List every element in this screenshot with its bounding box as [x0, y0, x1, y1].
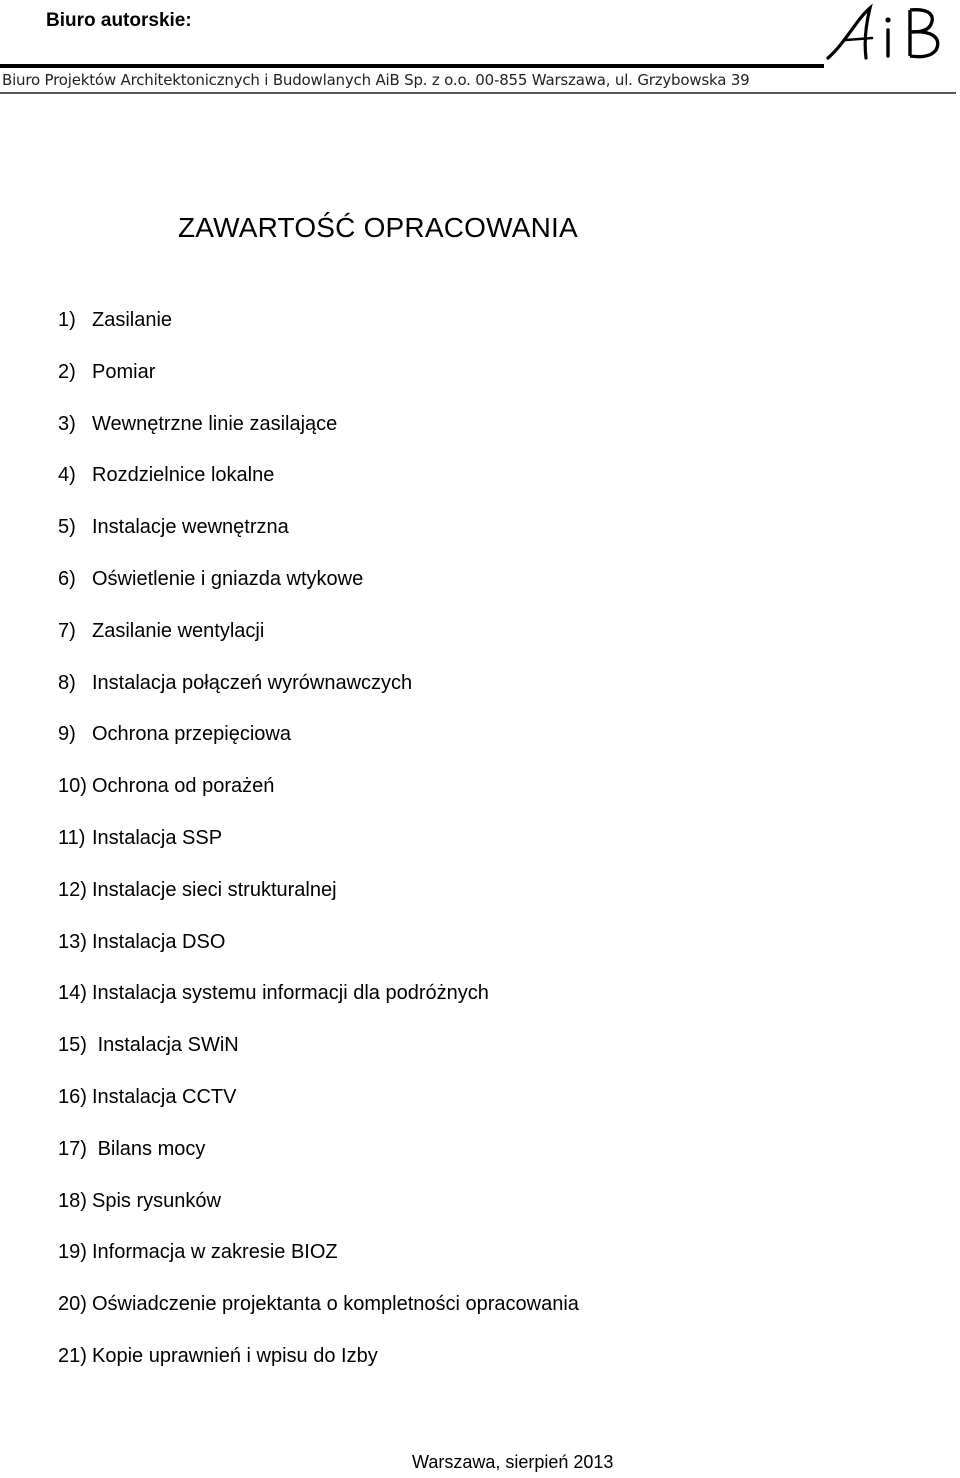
office-label: Biuro autorskie: [46, 10, 192, 31]
toc-item-label: Ochrona przepięciowa [92, 723, 291, 746]
toc-item [58, 1342, 579, 1394]
toc-item-label: Bilans mocy [97, 1137, 206, 1160]
toc-item-number: 8) [58, 671, 76, 694]
toc-item [58, 617, 579, 669]
toc-item [58, 1083, 579, 1135]
toc-item-number: 21) [58, 1344, 87, 1367]
toc-item-number: 11) [58, 826, 86, 849]
toc-item [58, 928, 579, 980]
toc-item [58, 513, 579, 565]
toc-item-number: 4) [58, 464, 76, 487]
toc-item [58, 876, 579, 928]
toc-item-number: 18) [58, 1189, 87, 1212]
toc-item-number: 7) [58, 619, 76, 642]
header-rule [0, 64, 824, 68]
toc-item-number: 13) [58, 930, 87, 953]
toc-item [58, 306, 579, 358]
toc-item-number: 19) [58, 1241, 87, 1264]
toc-item-number: 3) [58, 412, 76, 435]
toc-item [58, 824, 579, 876]
toc-item-number: 17) [58, 1137, 87, 1160]
toc-item [58, 1031, 579, 1083]
toc-item [58, 565, 579, 617]
toc-item-label: Instalacja DSO [92, 930, 226, 953]
toc-item-number: 10) [58, 775, 87, 798]
toc-item-label: Instalacja SWiN [97, 1034, 239, 1057]
toc-item-label: Instalacje sieci strukturalnej [92, 878, 337, 901]
toc-item [58, 358, 579, 410]
toc-item-number: 15) [58, 1034, 87, 1057]
toc-item-label: Informacja w zakresie BIOZ [92, 1241, 338, 1264]
toc-item-number: 1) [58, 309, 76, 331]
toc-item-number: 6) [58, 567, 76, 590]
toc-item [58, 1135, 579, 1187]
toc-item-label: Instalacje wewnętrzna [92, 516, 289, 539]
toc-item [58, 1187, 579, 1239]
toc-item-number: 14) [58, 982, 87, 1005]
toc-item [58, 669, 579, 721]
toc-item-label: Rozdzielnice lokalne [92, 464, 275, 487]
toc-item-label: Instalacja systemu informacji dla podróżnych [92, 982, 489, 1005]
toc-item-label: Zasilanie wentylacji [92, 619, 265, 642]
toc-item-label: Instalacja CCTV [92, 1085, 237, 1108]
toc-item-number: 5) [58, 516, 76, 539]
aib-logo [826, 2, 956, 64]
toc-item-label: Spis rysunków [92, 1189, 221, 1212]
toc-item [58, 720, 579, 772]
toc-item-label: Ochrona od porażeń [92, 775, 275, 798]
toc-item-label: Oświetlenie i gniazda wtykowe [92, 567, 364, 590]
toc-item-label: Pomiar [92, 360, 156, 383]
toc-item-label: Kopie uprawnień i wpisu do Izby [92, 1344, 378, 1367]
toc-item [58, 1290, 579, 1342]
toc-item-number: 2) [58, 360, 76, 383]
toc-item [58, 410, 579, 462]
toc-item-number: 20) [58, 1293, 87, 1316]
toc-item-number: 9) [58, 723, 76, 746]
toc-item-label: Oświadczenie projektanta o kompletności opracowania [92, 1293, 579, 1316]
toc-item [58, 772, 579, 824]
toc-item-number: 12) [58, 878, 87, 901]
toc-item-label: Wewnętrzne linie zasilające [92, 412, 338, 435]
toc-item [58, 1238, 579, 1290]
toc-item-label: Instalacja połączeń wyrównawczych [92, 671, 413, 694]
table-of-contents [58, 306, 579, 1394]
place-and-date: Warszawa, sierpień 2013 [412, 1452, 614, 1472]
page-title: ZAWARTOŚĆ OPRACOWANIA [178, 212, 578, 243]
toc-item [58, 979, 579, 1031]
toc-item-label: Instalacja SSP [92, 826, 223, 849]
office-address: Biuro Projektów Architektonicznych i Budowlanych AiB Sp. z o.o. 00-855 Warszawa, ul. Grzybowska 39 [2, 71, 750, 89]
header-divider [0, 92, 956, 94]
toc-item-label: Zasilanie [92, 309, 173, 331]
toc-item [58, 461, 579, 513]
toc-item-number: 16) [58, 1085, 87, 1108]
